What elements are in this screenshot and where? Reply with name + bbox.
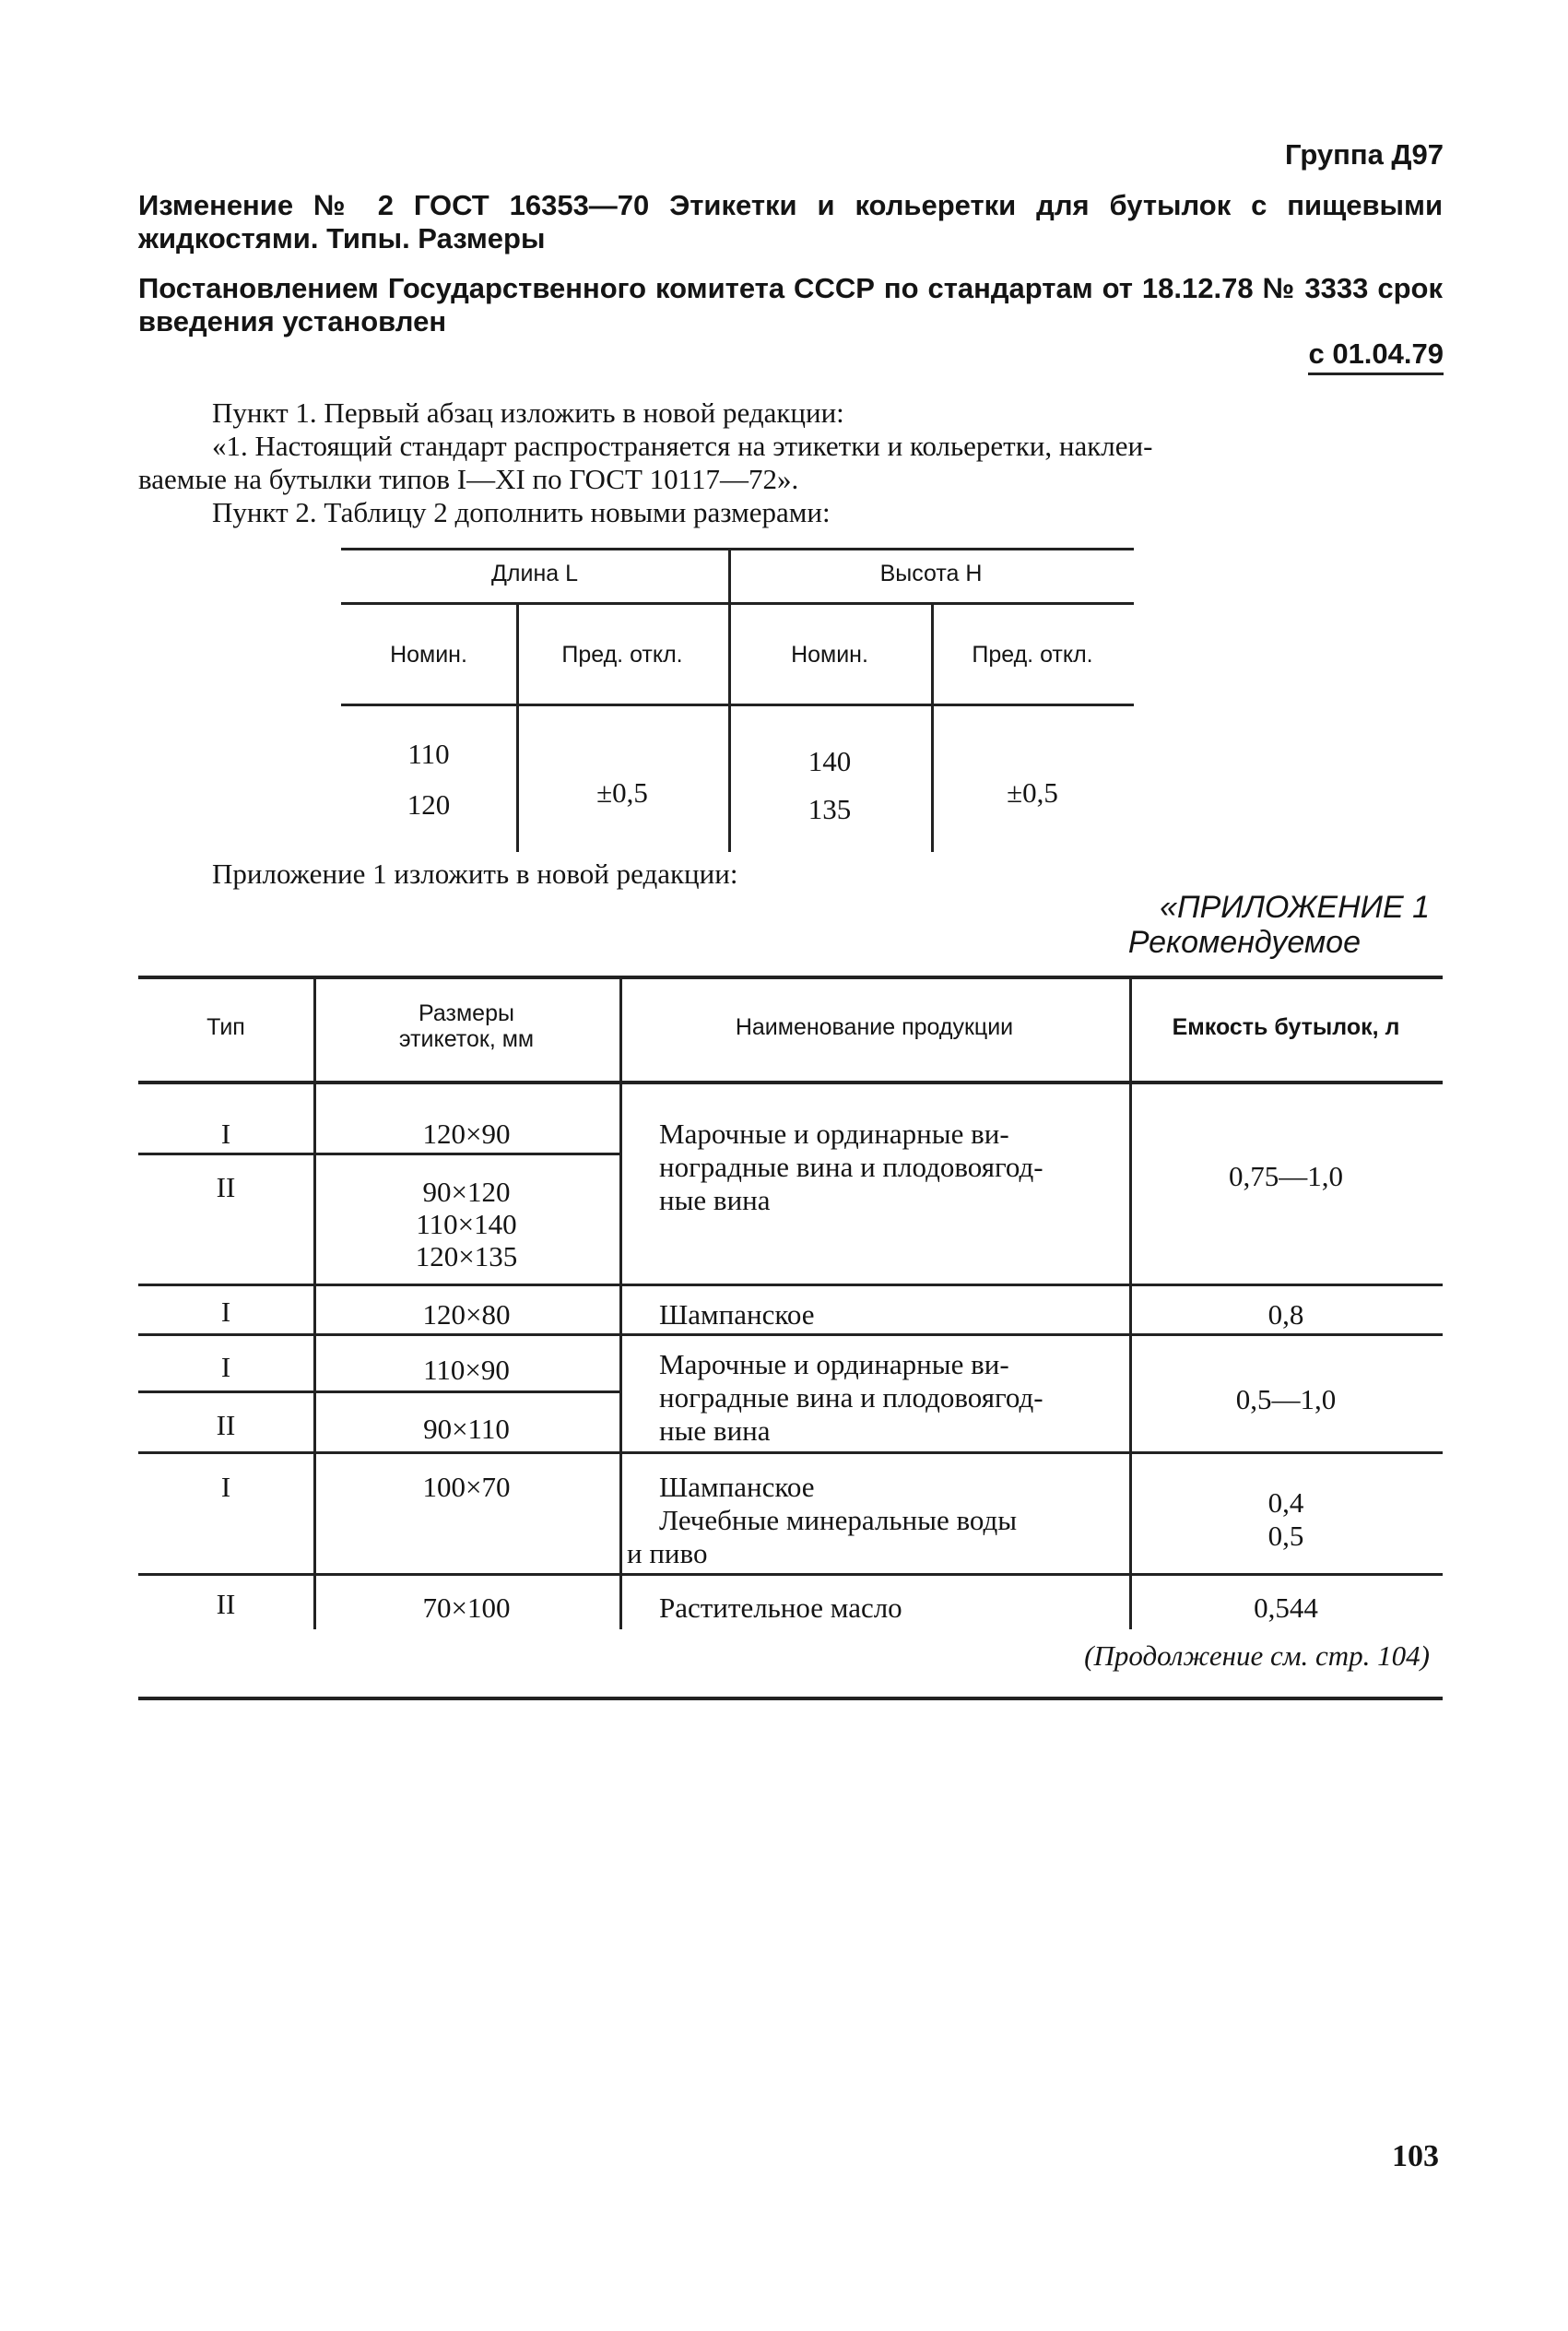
table-row-size: 90×110 — [423, 1413, 510, 1445]
table-row-size: 70×100 — [422, 1591, 511, 1624]
appendix-col-capacity: Емкость бутылок, л — [1172, 1014, 1400, 1040]
table2-divider — [931, 602, 934, 852]
appendix-col-product: Наименование продукции — [735, 1014, 1014, 1040]
table-row-product — [627, 1471, 1125, 1570]
product-line: ноградные вина и плодовоягод- — [659, 1381, 1043, 1414]
row-rule — [138, 1451, 1443, 1454]
appendix-top-rule — [138, 976, 1443, 979]
capacity-line: 0,5 — [1267, 1520, 1304, 1552]
row-rule — [138, 1284, 1443, 1286]
table-row-capacity: 0,5—1,0 — [1235, 1383, 1337, 1415]
row-rule — [138, 1390, 619, 1393]
table-row-type: I — [220, 1471, 231, 1503]
table2-height-tolerance: ±0,5 — [1007, 776, 1058, 809]
table2-height-value: 140 — [808, 745, 852, 777]
table-row-capacity — [1129, 1486, 1443, 1553]
paragraph-point-1: Пункт 1. Первый абзац изложить в новой редакции: — [212, 396, 844, 429]
paragraph-quote-line-2: ваемые на бутылки типов I—XI по ГОСТ 10117—72». — [138, 463, 799, 495]
table-row-size: 120×80 — [422, 1298, 511, 1331]
table-row-product — [659, 1348, 1125, 1448]
table-row-size: 110×90 — [423, 1354, 510, 1386]
table-row-type: II — [216, 1588, 236, 1620]
bottom-rule — [138, 1697, 1443, 1700]
appendix-header-rule — [138, 1081, 1443, 1084]
table-row-product: Шампанское — [659, 1298, 815, 1331]
table2-col-nominal: Номин. — [791, 642, 868, 668]
paragraph-quote-line-1: «1. Настоящий стандарт распространяется на этикетки и кольеретки, наклеи- — [212, 430, 1153, 462]
row-rule — [138, 1573, 1443, 1576]
page-number: 103 — [1392, 2139, 1439, 2173]
table2-header-height: Высота H — [879, 561, 983, 586]
table-row-capacity: 0,544 — [1254, 1591, 1318, 1624]
table-row-size: 110×140 — [416, 1208, 517, 1240]
table-row-size: 100×70 — [422, 1471, 511, 1503]
table2-header-rule — [341, 602, 1134, 605]
document-title: Изменение № 2 ГОСТ 16353—70 Этикетки и кольеретки для бутылок с пищевыми жидкостями. Типы. Размеры — [138, 189, 1443, 254]
table-row-product: Растительное масло — [659, 1591, 902, 1624]
row-rule — [138, 1153, 619, 1155]
product-line: и пиво — [627, 1537, 708, 1569]
product-line: ные вина — [659, 1184, 771, 1216]
table2-height-value: 135 — [808, 793, 852, 825]
product-line: Лечебные минеральные воды — [659, 1504, 1018, 1536]
product-line: ноградные вина и плодовоягод- — [659, 1151, 1043, 1183]
continuation-note: (Продолжение см. стр. 104) — [1084, 1639, 1430, 1672]
product-line: Шампанское — [659, 1471, 815, 1503]
table-row-capacity: 0,75—1,0 — [1229, 1160, 1343, 1192]
group-code: Группа Д97 — [1284, 138, 1444, 171]
table2-length-value: 110 — [407, 738, 450, 770]
table2-col-tolerance: Пред. откл. — [972, 642, 1093, 668]
product-line: Марочные и ординарные ви- — [659, 1348, 1009, 1380]
decree-text: Постановлением Государственного комитета СССР по стандартам от 18.12.78 № 3333 срок введения установлен — [138, 272, 1443, 337]
table-row-type: II — [216, 1171, 236, 1203]
table2-top-rule — [341, 548, 1134, 550]
appendix-subtitle: Рекомендуемое — [1127, 925, 1361, 960]
table2-header-length: Длина L — [490, 561, 579, 586]
appendix-col-size: Размеры — [419, 1000, 514, 1026]
table2-col-tolerance: Пред. откл. — [561, 642, 683, 668]
paragraph-point-2: Пункт 2. Таблицу 2 дополнить новыми размерами: — [212, 496, 831, 528]
appendix-title: «ПРИЛОЖЕНИЕ 1 — [1160, 890, 1430, 925]
product-line: Марочные и ординарные ви- — [659, 1118, 1009, 1150]
table-row-size: 120×135 — [415, 1240, 518, 1272]
table2-length-tolerance: ±0,5 — [596, 776, 648, 809]
effective-date: с 01.04.79 — [1308, 337, 1444, 375]
capacity-line: 0,4 — [1267, 1486, 1304, 1519]
appendix-col-type: Тип — [206, 1014, 245, 1040]
table-row-capacity: 0,8 — [1267, 1298, 1304, 1331]
table2-subheader-rule — [341, 704, 1134, 706]
table-row-type: I — [220, 1118, 231, 1150]
table-row-size: 90×120 — [422, 1176, 511, 1208]
appendix-divider — [619, 979, 622, 1629]
table2-length-value: 120 — [407, 788, 451, 821]
table-row-size: 120×90 — [422, 1118, 511, 1150]
table-row-type: I — [220, 1296, 231, 1328]
appendix-col-size: этикеток, мм — [398, 1026, 535, 1052]
table-row-type: I — [220, 1351, 231, 1383]
paragraph-appendix: Приложение 1 изложить в новой редакции: — [212, 858, 738, 890]
table2-col-nominal: Номин. — [390, 642, 467, 668]
table-row-type: II — [216, 1409, 236, 1441]
table-row-product — [659, 1118, 1125, 1217]
row-rule — [138, 1333, 1443, 1336]
table2-divider — [516, 602, 519, 852]
product-line: ные вина — [659, 1414, 771, 1447]
